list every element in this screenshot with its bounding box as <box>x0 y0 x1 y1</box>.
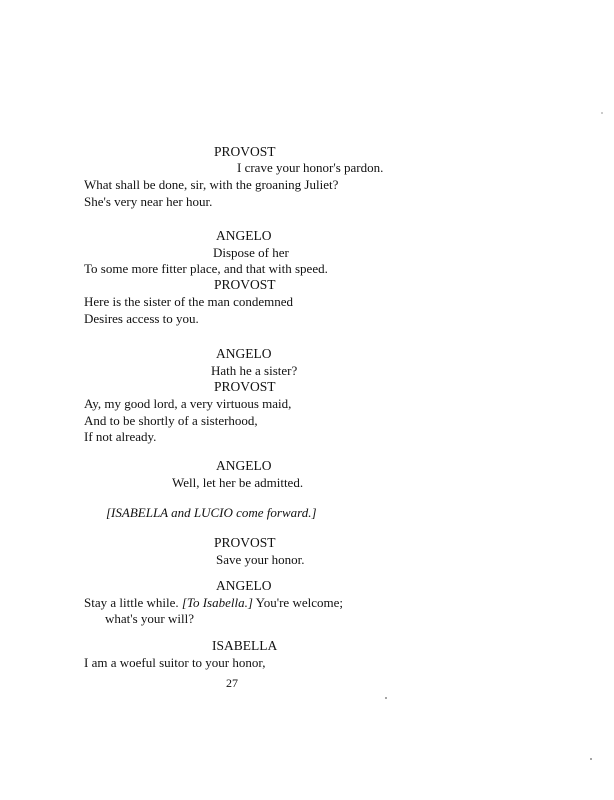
dialogue-line: What shall be done, sir, with the groaning Juliet? <box>84 177 339 192</box>
dialogue-line: Ay, my good lord, a very virtuous maid, <box>84 396 292 411</box>
speaker-name: ISABELLA <box>212 638 278 653</box>
dialogue-line: If not already. <box>84 429 157 444</box>
dialogue-line: To some more fitter place, and that with speed. <box>84 261 328 276</box>
speaker-name: PROVOST <box>214 144 276 159</box>
dialogue-line: Hath he a sister? <box>211 363 298 378</box>
speaker-name: ANGELO <box>216 346 272 361</box>
dialogue-line: Desires access to you. <box>84 311 199 326</box>
page-number: 27 <box>226 676 238 690</box>
dialogue-line: And to be shortly of a sisterhood, <box>84 413 258 428</box>
dialogue-line: She's very near her hour. <box>84 194 213 209</box>
dialogue-line: Here is the sister of the man condemned <box>84 294 294 309</box>
speaker-name: ANGELO <box>216 458 272 473</box>
dialogue-line: Well, let her be admitted. <box>172 475 304 490</box>
speaker-name: PROVOST <box>214 277 276 292</box>
speaker-name: PROVOST <box>214 535 276 550</box>
dialogue-text: You're welcome; <box>255 595 343 610</box>
dialogue-text: Stay a little while. <box>84 595 179 610</box>
speaker-name: PROVOST <box>214 379 276 394</box>
dialogue-line: I crave your honor's pardon. <box>237 160 384 175</box>
stage-direction: [ISABELLA and LUCIO come forward.] <box>106 505 317 520</box>
dialogue-line: I am a woeful suitor to your honor, <box>84 655 266 670</box>
dialogue-line: what's your will? <box>105 611 194 626</box>
scan-speck <box>590 758 592 760</box>
dialogue-line: Dispose of her <box>213 245 289 260</box>
scan-speck <box>601 112 603 114</box>
speaker-name: ANGELO <box>216 578 272 593</box>
stage-direction: [To Isabella.] <box>181 595 253 610</box>
speaker-name: ANGELO <box>216 228 272 243</box>
scan-speck <box>385 697 387 699</box>
dialogue-line <box>84 595 343 611</box>
dialogue-line: Save your honor. <box>216 552 305 567</box>
